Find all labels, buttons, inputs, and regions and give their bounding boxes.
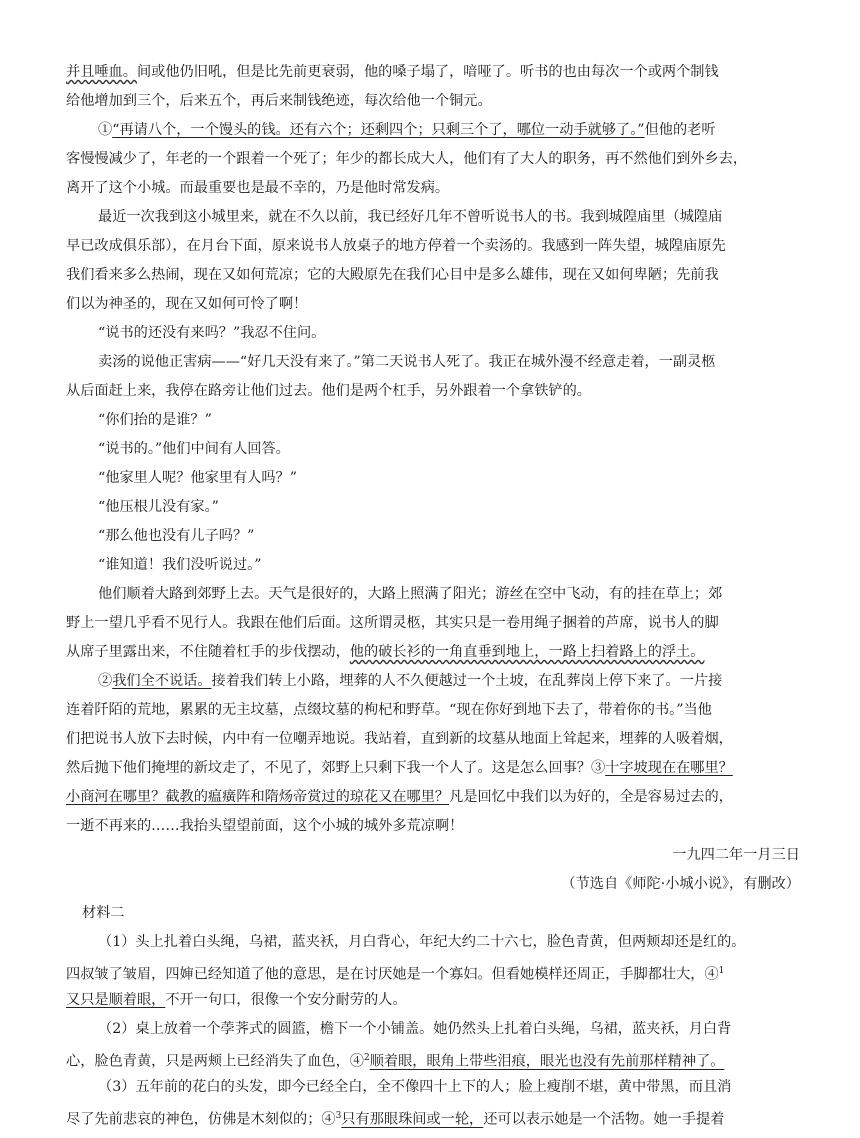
- text-line: 卖汤的说他正害病——“好几天没有来了。”第二天说书人死了。我正在城外漫不经意走着，一副灵柩: [98, 354, 716, 370]
- text-line: 又只是顺着眼，不开一句口，很像一个安分耐劳的人。: [66, 992, 407, 1008]
- text-line: 客慢慢减少了，年老的一个跟着一个死了；年少的都长成大人，他们有了大人的职务，再不然他们到外乡去，: [66, 151, 748, 167]
- date-line: 一九四二年一月三日: [672, 847, 800, 863]
- text-line: 一逝不再来的……我抬头望望前面，这个小城的城外多荒凉啊！: [66, 818, 464, 834]
- dialogue-line: “你们抬的是谁？”: [98, 412, 212, 428]
- text-line: 并且唾血。间或他仍旧吼，但是比先前更衰弱，他的嗓子塌了，喑哑了。听书的也由每次一个或两个制钱: [66, 64, 719, 80]
- marker-superscript: 1: [718, 966, 725, 976]
- text-line: 我们看来多么热闹，现在又如何荒凉；它的大殿原先在我们心目中是多么雄伟，现在又如何卑陋；先前我: [66, 267, 719, 283]
- text-line: 尽了先前悲哀的神色，仿佛是木刻似的；④$^3$只有那眼珠间或一轮，还可以表示她是一个活物。她一手提着: [66, 1111, 725, 1128]
- underlined-text: 小商河在哪里？截教的瘟癀阵和隋炀帝赏过的琼花又在哪里？: [66, 789, 450, 805]
- text-line: 给他增加到三个，后来五个，再后来制钱绝迹，每次给他一个铜元。: [66, 93, 492, 109]
- text-line: 连着阡陌的荒地，累累的无主坟墓，点缀坟墓的枸杞和野草。“现在你好到地下去了，带着你的书。”当他: [66, 702, 712, 718]
- text-line: 野上一望几乎看不见行人。我跟在他们后面。这所谓灵柩，其实只是一卷用绳子捆着的芦席，说书人的脚: [66, 615, 719, 631]
- text-line: ②我们全不说话。接着我们转上小路，埋葬的人不久便越过一个土坡，在乱葬岗上停下来了。一片接: [98, 673, 723, 689]
- marker-superscript: 3: [335, 1111, 342, 1121]
- marker-1: ①: [98, 122, 113, 138]
- underlined-text: 十字坡现在在哪里？: [605, 760, 733, 776]
- dialogue-line: “说书的。”他们中间有人回答。: [98, 441, 290, 457]
- text-line: 然后抛下他们掩埋的新坟走了，不见了，郊野上只剩下我一个人了。这是怎么回事？③十字坡现在在哪里？: [66, 760, 733, 776]
- marker-2: ②: [98, 673, 113, 689]
- text-line: 最近一次我到这小城里来，就在不久以前，我已经好几年不曾听说书人的书。我到城隍庙里（城隍庙: [98, 209, 723, 225]
- section-heading: 材料二: [82, 905, 125, 921]
- text-line: 从席子里露出来，不住随着杠手的步伐摆动，他的破长衫的一角直垂到地上，一路上扫着路上的浮土。: [66, 644, 705, 660]
- text-line: “说书的还没有来吗？”我忍不住问。: [98, 325, 326, 341]
- underlined-text: 顺着眼，眼角上带些泪痕，眼光也没有先前那样精神了。: [369, 1053, 725, 1070]
- text-line: 他们顺着大路到郊野上去。天气是很好的，大路上照满了阳光；游丝在空中飞动，有的挂在草上；郊: [98, 586, 723, 602]
- source-note: （节选自《师陀·小城小说》，有删改）: [561, 876, 800, 892]
- text-line: 四叔皱了皱眉，四婶已经知道了他的意思，是在讨厌她是一个寡妇。但看她模样还周正，手脚都壮大，④$^1$: [66, 966, 725, 983]
- wavy-underlined-text: 并且唾血。: [66, 64, 137, 80]
- text-line: 小商河在哪里？截教的瘟癀阵和隋炀帝赏过的琼花又在哪里？凡是回忆中我们以为好的，全是容易过去的，: [66, 789, 733, 805]
- text-line: 心，脸色青黄，只是两颊上已经消失了血色，④$^2$顺着眼，眼角上带些泪痕，眼光也没有先前那样精神了。: [66, 1053, 725, 1070]
- text-line: 们把说书人放下去时候，内中有一位嘲弄地说。我站着，直到新的坟墓从地面上耸起来，埋葬的人吸着烟，: [66, 731, 733, 747]
- text-line: 从后面赶上来，我停在路旁让他们过去。他们是两个杠手，另外跟着一个拿铁铲的。: [66, 383, 591, 399]
- text-line: 们以为神圣的，现在又如何可怜了啊！: [66, 296, 308, 312]
- dialogue-line: “谁知道！我们没听说过。”: [98, 557, 262, 573]
- text-line: （3）五年前的花白的头发，即今已经全白，全不像四十上下的人；脸上瘦削不堪，黄中带黑，而且消: [98, 1079, 732, 1095]
- text-line: 离开了这个小城。而最重要也是最不幸的，乃是他时常发病。: [66, 180, 450, 196]
- dialogue-line: “那么他也没有儿子吗？”: [98, 528, 255, 544]
- underlined-text: 又只是顺着眼，: [66, 992, 166, 1008]
- wavy-underlined-text: 他的破长衫的一角直垂到地上，一路上扫着路上的浮土。: [349, 644, 705, 660]
- text-line: （1）头上扎着白头绳，乌裙，蓝夹袄，月白背心，年纪大约二十六七，脸色青黄，但两颊却还是红的。: [98, 934, 746, 950]
- dialogue-line: “他家里人呢？他家里有人吗？”: [98, 470, 297, 486]
- marker-superscript: 2: [363, 1053, 370, 1063]
- text-line: （2）桌上放着一个荸荠式的圆篮，檐下一个小铺盖。她仍然头上扎着白头绳，乌裙，蓝夹袄，月白背: [98, 1021, 732, 1037]
- underlined-text: 我们全不说话。: [112, 673, 212, 689]
- underlined-quote: “再请八个，一个馒头的钱。还有六个；还剩四个；只剩三个了，哪位一动手就够了。”: [112, 122, 645, 138]
- underlined-text: 只有那眼珠间或一轮，: [341, 1111, 484, 1128]
- text-line: ①“再请八个，一个馒头的钱。还有六个；还剩四个；只剩三个了，哪位一动手就够了。”但他的老听: [98, 122, 716, 138]
- dialogue-line: “他压根儿没有家。”: [98, 499, 219, 515]
- text-line: 早已改成俱乐部），在月台下面，原来说书人放桌子的地方停着一个卖汤的。我感到一阵失望，城隍庙原先: [66, 238, 726, 254]
